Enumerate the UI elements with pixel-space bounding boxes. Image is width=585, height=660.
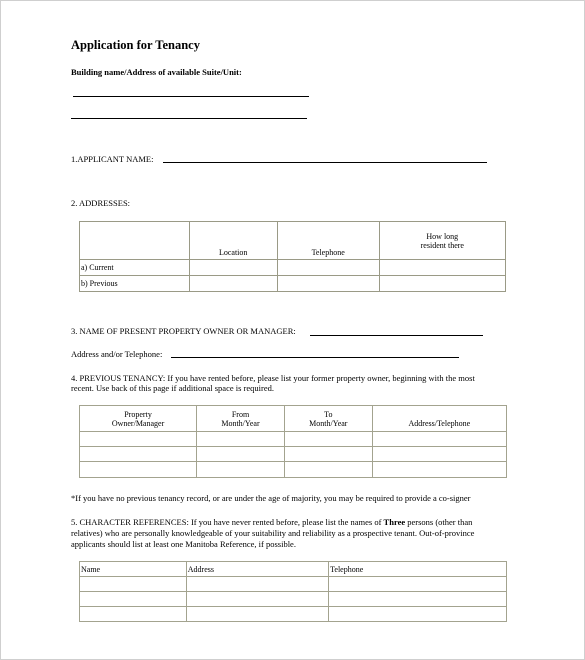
- addresses-cell[interactable]: [379, 276, 505, 292]
- addresses-header-blank: [80, 222, 190, 260]
- refs-cell[interactable]: [186, 577, 328, 592]
- cosigner-note: *If you have no previous tenancy record, or are under the age of majority, you may be required to provide a co-signer: [71, 493, 471, 503]
- refs-cell[interactable]: [80, 577, 187, 592]
- building-line-1[interactable]: [73, 96, 309, 97]
- prev-cell[interactable]: [80, 462, 197, 478]
- owner-label: 3. NAME OF PRESENT PROPERTY OWNER OR MANAGER:: [71, 326, 296, 336]
- applicant-name-line[interactable]: [163, 162, 487, 163]
- building-line-2[interactable]: [71, 118, 307, 119]
- character-refs-text-1: 5. CHARACTER REFERENCES: If you have never rented before, please list the names of Three persons (other than: [71, 517, 473, 527]
- prev-header-to: To Month/Year: [284, 406, 372, 432]
- prev-cell[interactable]: [197, 462, 285, 478]
- addresses-header-telephone: Telephone: [277, 222, 379, 260]
- addresses-row-previous-label: b) Previous: [80, 276, 190, 292]
- addresses-cell[interactable]: [189, 276, 277, 292]
- addresses-row-current-label: a) Current: [80, 260, 190, 276]
- prev-cell[interactable]: [80, 447, 197, 462]
- addresses-header-location: Location: [189, 222, 277, 260]
- addresses-cell[interactable]: [277, 276, 379, 292]
- prev-header-address: Address/Telephone: [372, 406, 506, 432]
- prev-cell[interactable]: [372, 447, 506, 462]
- building-label: Building name/Address of available Suite/Unit:: [71, 67, 242, 77]
- character-refs-text-3: applicants should list at least one Manitoba Reference, if possible.: [71, 539, 296, 549]
- prev-header-owner: Property Owner/Manager: [80, 406, 197, 432]
- prev-cell[interactable]: [80, 432, 197, 447]
- refs-header-address: Address: [186, 562, 328, 577]
- refs-cell[interactable]: [186, 607, 328, 622]
- refs-cell[interactable]: [329, 607, 507, 622]
- refs-cell[interactable]: [329, 592, 507, 607]
- refs-cell[interactable]: [80, 607, 187, 622]
- prev-cell[interactable]: [284, 432, 372, 447]
- prev-cell[interactable]: [197, 447, 285, 462]
- refs-header-telephone: Telephone: [329, 562, 507, 577]
- addresses-header-how-long: How long resident there: [379, 222, 505, 260]
- prev-header-from: From Month/Year: [197, 406, 285, 432]
- previous-tenancy-text-1: 4. PREVIOUS TENANCY: If you have rented before, please list your former property owner, beginning with the most: [71, 373, 475, 383]
- refs-header-name: Name: [80, 562, 187, 577]
- addresses-heading: 2. ADDRESSES:: [71, 198, 131, 208]
- refs-cell[interactable]: [186, 592, 328, 607]
- prev-cell[interactable]: [284, 447, 372, 462]
- prev-cell[interactable]: [372, 432, 506, 447]
- applicant-label: 1.APPLICANT NAME:: [71, 154, 154, 164]
- refs-cell[interactable]: [80, 592, 187, 607]
- prev-cell[interactable]: [372, 462, 506, 478]
- character-refs-table: [79, 561, 507, 622]
- owner-name-line[interactable]: [310, 335, 483, 336]
- addresses-cell[interactable]: [189, 260, 277, 276]
- previous-tenancy-text-2: recent. Use back of this page if additional space is required.: [71, 383, 274, 393]
- previous-tenancy-table: [79, 405, 507, 478]
- owner-phone-label: Address and/or Telephone:: [71, 349, 163, 359]
- refs-cell[interactable]: [329, 577, 507, 592]
- page-title: Application for Tenancy: [71, 38, 200, 52]
- prev-cell[interactable]: [284, 462, 372, 478]
- character-refs-text-2: relatives) who are personally knowledgeable of your suitability and reliability as a prospective tenant. Out-of-province: [71, 528, 475, 538]
- owner-phone-line[interactable]: [171, 357, 459, 358]
- prev-cell[interactable]: [197, 432, 285, 447]
- addresses-cell[interactable]: [379, 260, 505, 276]
- addresses-cell[interactable]: [277, 260, 379, 276]
- addresses-table: [79, 221, 506, 292]
